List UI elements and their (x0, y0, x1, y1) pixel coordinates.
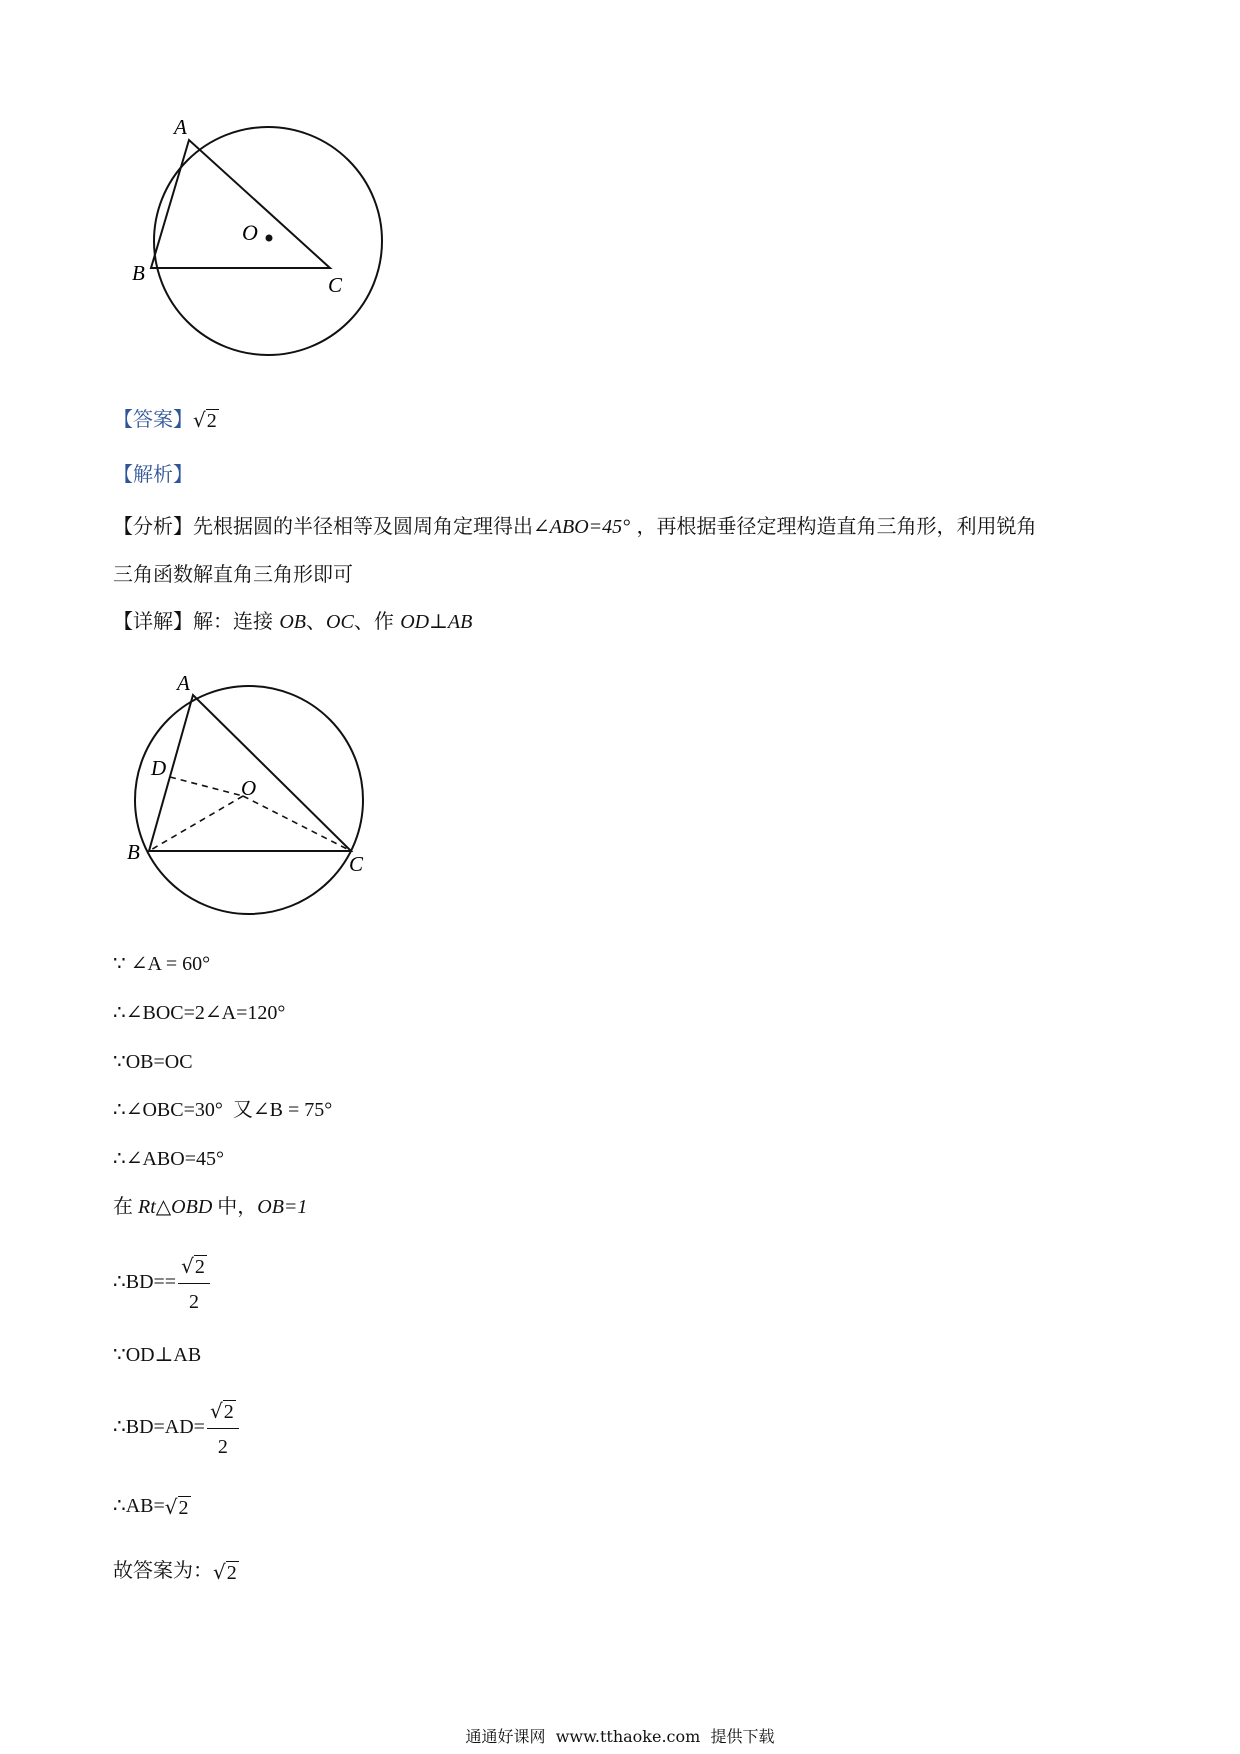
answer-sqrt: √2 (193, 408, 217, 432)
xiangjie-sep-2: 、作 (353, 609, 401, 633)
step-7-pre: ∴BD== (113, 1271, 177, 1294)
step-4-b: 又∠B = 75° (232, 1099, 333, 1121)
step-7-num: 2 (194, 1255, 205, 1278)
answer-tag: 【答案】 (113, 407, 193, 431)
label-o: O (242, 220, 258, 245)
step-6 (113, 1193, 307, 1221)
step-10-pre: ∴AB= (113, 1495, 165, 1517)
step-4-a: ∴∠OBC=30° (113, 1099, 223, 1121)
footer-url[interactable]: www.tthaoke.com (555, 1727, 701, 1746)
label-b: B (132, 261, 145, 285)
triangle-abc-2 (149, 695, 351, 851)
step-6-d: OB=1 (257, 1196, 308, 1218)
label-c: C (328, 273, 343, 297)
step-3: ∵OB=OC (113, 1051, 193, 1073)
step-4 (113, 1096, 332, 1124)
step-7 (113, 1250, 210, 1317)
step-6-a: 在 (113, 1196, 138, 1218)
step-9 (113, 1395, 239, 1462)
xiangjie-text: 解：连接 (193, 609, 280, 633)
step-9-fraction: $\frac{√2}{2}$ (207, 1395, 239, 1462)
fenxi-line-1 (113, 512, 1037, 541)
page-footer (0, 1724, 1240, 1747)
fenxi-angle: ∠ABO=45° (533, 516, 631, 538)
segment-oc (243, 796, 351, 851)
label-a-2: A (177, 671, 190, 695)
figure-circle-triangle-2 (125, 665, 375, 925)
label-o-2: O (241, 776, 257, 800)
step-1: ∵ ∠A = 60° (113, 953, 211, 975)
label-c-2: C (349, 852, 364, 876)
fenxi-line-2: 三角函数解直角三角形即可 (113, 562, 353, 586)
step-5: ∴∠ABO=45° (113, 1148, 224, 1170)
xiangjie-ob: OB (279, 611, 307, 633)
xiangjie-od-ab: OD⊥AB (400, 611, 473, 633)
xiangjie-tag: 【详解】 (113, 609, 193, 633)
label-d: D (151, 756, 167, 780)
step-10: ∴AB=√2 (113, 1494, 189, 1519)
xiangjie-line (113, 607, 472, 636)
xiangjie-oc: OC (326, 611, 354, 633)
circle-o-2 (135, 686, 363, 914)
step-2: ∴∠BOC=2∠A=120° (113, 1002, 286, 1024)
analysis-tag: 【解析】 (113, 462, 193, 486)
step-11-rad: 2 (226, 1561, 237, 1584)
step-10-rad: 2 (178, 1496, 189, 1519)
label-b-2: B (127, 840, 140, 864)
center-dot (266, 235, 273, 242)
footer-site: 通通好课网 (465, 1727, 546, 1746)
answer-line (113, 405, 219, 435)
step-6-c: 中， (212, 1196, 258, 1218)
fenxi-text-2: ，再根据垂径定理构造直角三角形，利用锐角 (630, 514, 1037, 538)
fenxi-tag: 【分析】 (113, 514, 193, 538)
step-9-num: 2 (223, 1400, 234, 1423)
xiangjie-sep-1: 、 (306, 609, 327, 633)
triangle-abc (151, 140, 330, 268)
step-11-pre: 故答案为： (113, 1560, 213, 1582)
figure-circle-triangle-1 (132, 110, 400, 370)
step-6-b: Rt△OBD (138, 1196, 213, 1218)
footer-suffix: 提供下载 (710, 1727, 775, 1746)
label-a: A (174, 115, 187, 139)
step-9-pre: ∴BD=AD= (113, 1416, 205, 1439)
step-11: 故答案为：√2 (113, 1559, 237, 1584)
answer-value: 2 (206, 410, 217, 432)
step-8: ∵OD⊥AB (113, 1344, 202, 1366)
step-7-den: 2 (188, 1290, 199, 1313)
segment-od (170, 777, 243, 796)
fenxi-text-1: 先根据圆的半径相等及圆周角定理得出 (193, 514, 533, 538)
step-7-fraction: $\frac{√2}{2}$ (178, 1250, 210, 1317)
step-9-den: 2 (217, 1435, 228, 1458)
